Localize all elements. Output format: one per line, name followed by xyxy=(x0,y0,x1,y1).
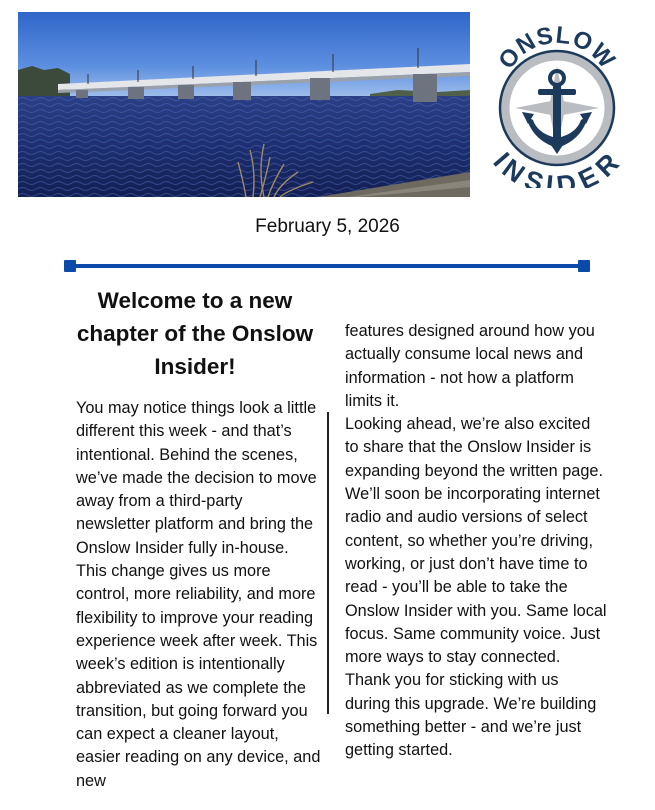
article-paragraph: Looking ahead, we’re also excited to share that the Onslow Insider is expanding beyond the written page. We’ll soon be incorporating internet radio and audio versions of select content, so whether you’re driving, working, or just don’t have time to read - you’ll be able to take the Onslow Insider with you. Same local focus. Same community voice. Just more ways to stay connected. xyxy=(345,415,607,667)
logo-bottom-text: INSIDER xyxy=(487,146,626,188)
issue-date: February 5, 2026 xyxy=(255,216,400,237)
section-divider xyxy=(64,259,590,273)
article-paragraph: Thank you for sticking with us during this upgrade. We’re building something better - and we’re just getting started. xyxy=(345,671,597,760)
onslow-insider-logo xyxy=(486,16,628,188)
bridge-photo xyxy=(18,12,470,197)
article-paragraph: features designed around how you actually consume local news and information - not how a platform limits it. xyxy=(345,322,595,410)
svg-text:ONSLOW xyxy=(493,22,620,75)
hero-image xyxy=(18,12,470,197)
article-column-left xyxy=(76,284,321,793)
article-column-right xyxy=(345,320,607,763)
column-divider xyxy=(327,412,329,714)
logo-top-text: ONSLOW xyxy=(493,21,621,75)
anchor-compass-logo xyxy=(486,16,628,188)
article-paragraph: You may notice things look a little different this week - and that’s intentional. Behind the scenes, we’ve made the decision to move away from a third-party newsletter platform and bring the Onslow Insider fully in-house. This change gives us more control, more reliability, and more flexibility to improve your reading experience week after week. This week’s edition is intentionally abbreviated as we complete the transition, but going forward you can expect a cleaner layout, easier reading on any device, and new xyxy=(76,399,321,790)
article-headline: Welcome to a new chapter of the Onslow Insider! xyxy=(76,288,314,379)
